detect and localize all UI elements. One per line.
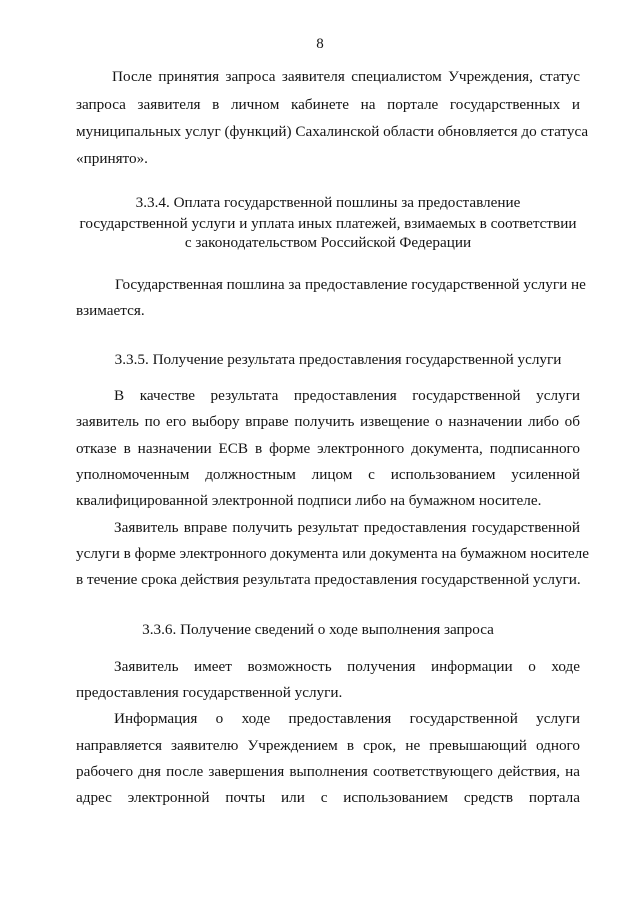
paragraph-line: направляется заявителю Учреждением в срок, не превышающий одного (76, 737, 580, 754)
paragraph-line: муниципальных услуг (функций) Сахалинской области обновляется до статуса (76, 123, 589, 140)
section-heading-3-3-6: 3.3.6. Получение сведений о ходе выполнения запроса (142, 621, 494, 638)
paragraph-line: заявитель по его выбору вправе получить извещение о назначении либо об (76, 413, 580, 430)
paragraph-line: Заявитель вправе получить результат предоставления государственной (114, 519, 580, 536)
paragraph-line: После принятия запроса заявителя специалистом Учреждения, статус (112, 68, 580, 85)
paragraph-line: отказе в назначении ЕСВ в форме электронного документа, подписанного (76, 440, 580, 457)
paragraph-line: услуги в форме электронного документа или документа на бумажном носителе (76, 545, 589, 562)
paragraph-line: уполномоченным должностным лицом с использованием усиленной (76, 466, 580, 483)
section-heading-3-3-5: 3.3.5. Получение результата предоставления государственной услуги (114, 351, 562, 368)
paragraph-line: В качестве результата предоставления государственной услуги (114, 387, 580, 404)
section-heading-3-3-4: с законодательством Российской Федерации (184, 234, 472, 251)
paragraph-line: «принято». (76, 150, 148, 167)
paragraph-line: Информация о ходе предоставления государственной услуги (114, 710, 580, 727)
section-heading-3-3-4: 3.3.4. Оплата государственной пошлины за предоставление (135, 194, 521, 211)
paragraph-line: взимается. (76, 302, 145, 319)
page-number: 8 (316, 36, 324, 52)
paragraph-line: рабочего дня после завершения выполнения соответствующего действия, на (76, 763, 580, 780)
paragraph-line: запроса заявителя в личном кабинете на портале государственных и (76, 96, 580, 113)
section-heading-3-3-4: государственной услуги и уплата иных платежей, взимаемых в соответствии (79, 215, 577, 232)
paragraph-line: квалифицированной электронной подписи либо на бумажном носителе. (76, 492, 542, 509)
paragraph-line: адрес электронной почты или с использованием средств портала (76, 789, 580, 806)
paragraph-line: предоставления государственной услуги. (76, 684, 343, 701)
paragraph-line: Государственная пошлина за предоставление государственной услуги не (115, 276, 586, 293)
paragraph-line: Заявитель имеет возможность получения информации о ходе (114, 658, 580, 675)
paragraph-line: в течение срока действия результата предоставления государственной услуги. (76, 571, 581, 588)
